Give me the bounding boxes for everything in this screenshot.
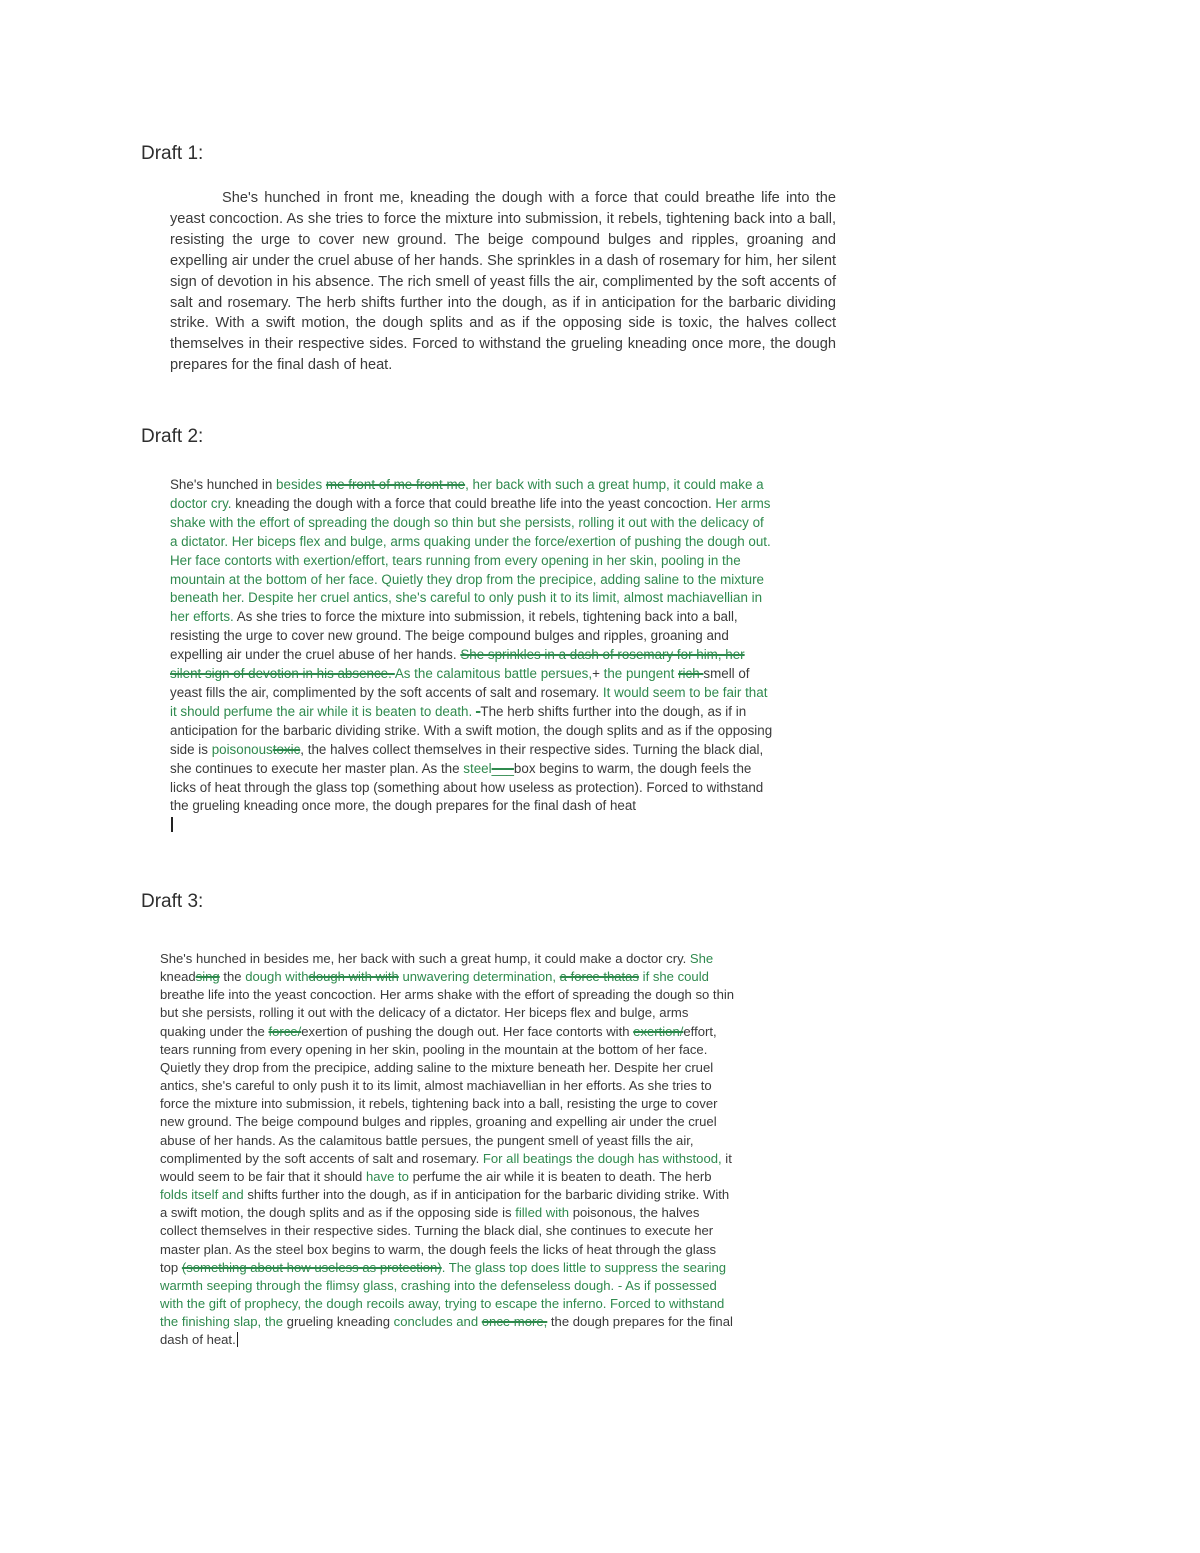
text-run: exertion of pushing the dough out. Her face contorts with (301, 1023, 634, 1039)
text-run: smell of yeast fills the air, complimented by the soft accents of salt and rosemary. (170, 666, 750, 700)
text-run: the (219, 969, 246, 985)
text-run: it would seem to be fair that it should (160, 1150, 732, 1184)
suggested-insertion[interactable]: poisonous (211, 741, 273, 757)
text-run: + (592, 666, 600, 682)
text-run: the dough prepares for the final dash of heat. (160, 1314, 733, 1348)
text-run: grueling kneading (286, 1314, 394, 1330)
draft-2-paragraph[interactable] (170, 476, 774, 835)
suggested-deletion[interactable]: toxic (272, 741, 301, 757)
text-run: perfume the air while it is beaten to death. The herb (412, 1168, 712, 1184)
text-run: breathe life into the yeast concoction. Her arms shake with the effort of spreading the dough so thin but she persists, rolling it out with the delicacy of a dictator. Her biceps flex and bulge, arms quaking under the (160, 987, 735, 1039)
suggested-insertion[interactable]: if she could (639, 969, 709, 985)
suggested-insertion[interactable]: unwavering determination, (398, 969, 560, 985)
suggested-deletion[interactable]: force/ (268, 1023, 302, 1039)
text-run: kneading the dough with a force that could breathe life into the yeast concoction. (235, 495, 716, 511)
text-run: , the halves collect themselves in their respective sides. Turning the black dial, she continues to execute her master plan. As the (170, 741, 764, 776)
empty-line (170, 816, 774, 835)
text-run: , the halves collect themselves in their respective sides. Turning the black dial, she continues to execute her master plan. As the steel box begins to warm, the dough feels the licks of heat through the glass top (160, 1205, 717, 1275)
suggested-deletion[interactable]: She sprinkles in a dash of rosemary for him, her silent sign of devotion in his absence. (170, 647, 745, 682)
suggested-insertion[interactable]: besides (276, 477, 326, 492)
suggested-deletion[interactable]: - (475, 703, 481, 719)
suggested-deletion[interactable]: ___ (491, 760, 514, 776)
suggested-insertion[interactable]: filled with (515, 1205, 573, 1221)
draft-1-heading: Draft 1: (141, 143, 204, 164)
draft-3-paragraph[interactable] (160, 950, 735, 1349)
suggested-insertion[interactable]: For all beatings the dough has withstood, (482, 1150, 726, 1166)
suggested-deletion[interactable]: me front of me front me (325, 477, 466, 492)
draft-1-paragraph[interactable] (170, 188, 836, 376)
suggested-insertion[interactable]: She (689, 951, 714, 966)
suggested-insertion[interactable]: folds itself and (160, 1187, 248, 1203)
text-run: shifts further into the dough, as if in anticipation for the barbaric dividing strike. With a swift motion, the dough splits and as if the opposing side is (160, 1187, 730, 1221)
suggested-deletion[interactable]: exertion/ (633, 1023, 684, 1039)
suggested-insertion[interactable]: the pungent (599, 666, 679, 682)
text-run: knead (160, 969, 196, 985)
text-run: She's hunched in (170, 477, 277, 492)
text-run: poisonous (572, 1205, 633, 1221)
suggested-insertion[interactable]: As the calamitous battle persues, (394, 666, 593, 682)
suggested-insertion[interactable]: steel (463, 760, 492, 776)
suggested-insertion[interactable]: . The glass top does little to suppress the searing warmth seeping through the flimsy glass, crashing into the defenseless dough. - As if possessed with the gift of prophecy, the dough recoils away, trying to escape the inferno. Forced to withstand the finishing slap, the (160, 1259, 727, 1330)
suggested-insertion[interactable]: concludes and (393, 1314, 482, 1330)
suggested-insertion[interactable]: , her back with such a great hump, it could make a doctor cry. (170, 477, 764, 511)
suggested-insertion[interactable]: dough with (245, 969, 309, 985)
text-cursor (237, 1332, 239, 1347)
text-run: She's hunched in front me, kneading the dough with a force that could breathe life into the yeast concoction. As she tries to force the mixture into submission, it rebels, tightening back into a ball, resisting the urge to cover new ground. The beige compound bulges and ripples, groaning and expelling air under the cruel abuse of her hands. She sprinkles in a dash of rosemary for him, her silent sign of devotion in his absence. The rich smell of yeast fills the air, complimented by the soft accents of salt and rosemary. The herb shifts further into the dough, as if in anticipation for the barbaric dividing strike. With a swift motion, the dough splits and as if the opposing side is toxic, the halves collect themselves in their respective sides. Forced to withstand the grueling kneading once more, the dough prepares for the final dash of heat. (170, 190, 836, 374)
text-run: She's hunched in besides me, her back with such a great hump, it could make a doctor cry. (160, 951, 690, 966)
suggested-deletion[interactable]: (something about how useless as protection) (181, 1259, 442, 1275)
suggested-insertion[interactable]: Her arms shake with the effort of spreading the dough so thin but she persists, rolling it out with the delicacy of a dictator. Her biceps flex and bulge, arms quaking under the force/exertion of pushing the dough out. Her face contorts with exertion/effort, tears running from every opening in her skin, pooling in the mountain at the bottom of her face. Quietly they drop from the precipice, adding saline to the mixture beneath her. Despite her cruel antics, she's careful to only push it to its limit, almost machiavellian in her efforts. (170, 495, 771, 625)
suggested-deletion[interactable]: rich (678, 666, 704, 682)
text-run: As she tries to force the mixture into submission, it rebels, tightening back into a ball, resisting the urge to cover new ground. The beige compound bulges and ripples, groaning and expelling air under the cruel abuse of her hands. (170, 609, 738, 663)
text-run: effort, tears running from every opening in her skin, pooling in the mountain at the bottom of her face. Quietly they drop from the precipice, adding saline to the mixture beneath her. Despite her cruel antics, she's careful to only push it to its limit, almost machiavellian in her efforts. As she tries to force the mixture into submission, it rebels, tightening back into a ball, resisting the urge to cover new ground. The beige compound bulges and ripples, groaning and expelling air under the cruel abuse of her hands. As the calamitous battle persues, the pungent smell of yeast fills the air, complimented by the soft accents of salt and rosemary. (160, 1023, 718, 1166)
draft-3-heading: Draft 3: (141, 891, 204, 912)
text-cursor (171, 817, 173, 832)
text-run: The herb shifts further into the dough, as if in anticipation for the barbaric dividing strike. With a swift motion, the dough splits and as if the opposing side is (170, 703, 773, 757)
text-run: box begins to warm, the dough feels the licks of heat through the glass top (something about how useless as protection). Forced to withstand the grueling kneading once more, the dough prepares for the final dash of heat (170, 760, 764, 814)
suggested-insertion[interactable]: It would seem to be fair that it should perfume the air while it is beaten to death. (170, 684, 768, 719)
suggested-deletion[interactable]: sing (195, 969, 220, 985)
suggested-insertion[interactable]: have to (365, 1168, 413, 1184)
suggested-deletion[interactable]: dough with with (308, 969, 399, 985)
suggested-deletion[interactable]: once more, (481, 1314, 548, 1330)
draft-2-heading: Draft 2: (141, 426, 204, 447)
suggested-deletion[interactable]: a force thatas (559, 969, 640, 985)
